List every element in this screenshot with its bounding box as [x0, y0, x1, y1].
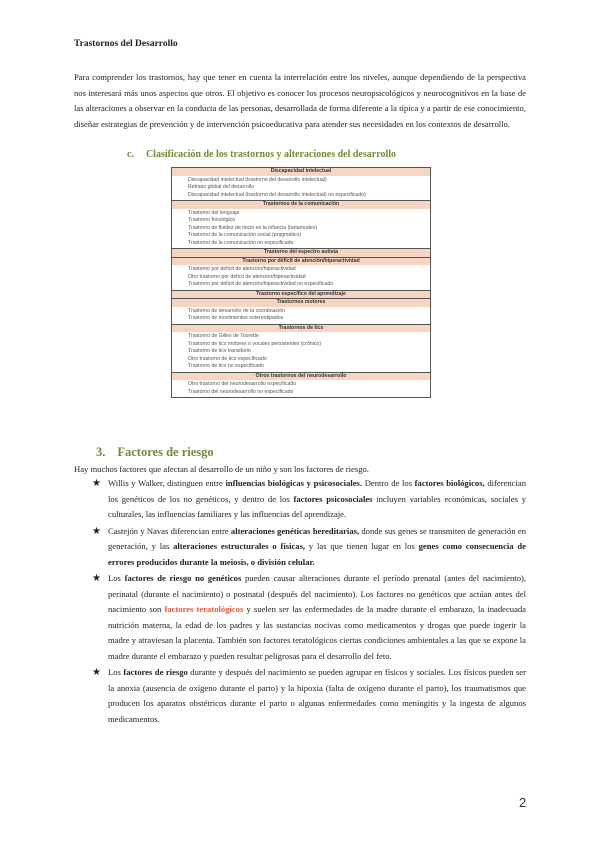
subsection-title: Clasificación de los trastornos y alteraciones del desarrollo	[145, 149, 397, 160]
table-item: • Trastorno de Gilles de Tourette	[188, 333, 430, 341]
table-group-header: Trastornos de tics	[172, 324, 430, 333]
text-run: diferencian los genéticos de los no genéticos, y dentro de los	[108, 478, 526, 504]
text-run: Los	[108, 573, 125, 583]
table-item: • Otro trastorno por déficit de atención/hiperactividad	[188, 274, 430, 282]
bold-term: factores de riesgo no genéticos	[124, 573, 242, 583]
page-number: 2	[519, 795, 527, 810]
table-group-list	[172, 265, 430, 290]
table-item: • Trastorno del neurodesarrollo no especificado	[188, 389, 430, 397]
list-item	[92, 476, 526, 523]
table-item: • Trastorno de tics no especificado	[188, 363, 430, 371]
lead-sentence: Hay muchos factores que afectan al desarrollo de un niño y son los factores de riesgo.	[74, 464, 369, 474]
bold-term: alteraciones estructurales o físicas,	[173, 541, 306, 551]
subsection-heading	[127, 149, 396, 160]
text-run: Willis y Walker, distinguen entre	[108, 478, 226, 488]
star-bullet-icon: ★	[92, 667, 101, 678]
text-run: incluyen variables económicas, sociales y culturales, las influencias familiares y las influencias del aprendizaje.	[108, 493, 526, 519]
table-item: • Trastorno del lenguaje	[188, 210, 430, 218]
table-group-list	[172, 332, 430, 372]
table-item: • Trastorno de desarrollo de la coordinación	[188, 308, 430, 316]
text-run: y suelen ser las enfermedades de la madre durante el embarazo, la inadecuada nutrición materna, la edad de los padres y las sustancias nocivas como medicamentos y drogas que puede ingerir la madre y atraviesan la placenta. También son factores teratológicos ciertas condiciones ambientales a las que se expone la madre durante el embarazo y pueden resultar peligrosas para el desarrollo del feto.	[108, 604, 526, 661]
table-item: • Discapacidad intelectual (trastorno del desarrollo intelectual) no especificado)	[188, 192, 430, 200]
table-item: • Trastorno por déficit de atención/hiperactividad no especificado	[188, 281, 430, 289]
table-group-header: Trastorno por déficit de atención/hiperactividad	[172, 257, 430, 266]
table-item: • Trastorno de fluidez de inicio en la infancia (tartamudeo)	[188, 225, 430, 233]
text-run: Dentro de los	[362, 478, 415, 488]
list-item	[92, 665, 526, 727]
table-item: • Trastorno de la comunicación no especificado	[188, 240, 430, 248]
list-item	[92, 571, 526, 664]
section-heading	[96, 445, 214, 460]
table-group-header: Trastorno específico del aprendizaje	[172, 290, 430, 299]
section-number: 3.	[96, 445, 106, 459]
text-run: pueden causar alteraciones durante el período prenatal (antes del nacimiento), perinatal (durante el nacimiento) o postnatal (después del nacimiento). Los factores no genéticos que actúan antes del nacimiento son	[108, 573, 527, 614]
intro-paragraph: Para comprender los trastornos, hay que tener en cuenta la interrelación entre los niveles, aunque dependiendo de la perspectiva nos interesará más unos aspectos que otros. El objetivo es conocer los procesos neuropsicológicos y neurocognitivos en la base de las alteraciones a observar en la conducta de las personas, desarrollada de forma diferente a la típica y a partir de ese conocimiento, diseñar estrategias de prevención y de intervención psicoeducativa para atender sus necesidades en los contextos de desarrollo.	[74, 72, 526, 129]
table-group-list	[172, 209, 430, 249]
table-group-header: Trastornos motores	[172, 298, 430, 307]
document-header: Trastornos del Desarrollo	[74, 39, 178, 49]
table-item: • Trastorno fonológico	[188, 217, 430, 225]
table-item: • Discapacidad intelectual (trastorno del desarrollo intelectual)	[188, 177, 430, 185]
bold-term: genes como consecuencia de errores producidos durante la meiosis, o división celular.	[108, 541, 526, 567]
table-group-header: Otros trastornos del neurodesarrollo	[172, 372, 430, 381]
list-item	[92, 524, 526, 571]
star-bullet-icon: ★	[92, 573, 101, 584]
text-run: Castejón y Navas diferencian entre	[108, 525, 231, 536]
bold-term: factores biológicos,	[414, 478, 485, 488]
table-item: • Trastorno por déficit de atención/hiperactividad	[188, 266, 430, 274]
text-run: donde sus genes se transmiten de generación en generación, y las	[108, 525, 526, 551]
table-item: • Retraso global del desarrollo	[188, 184, 430, 192]
risk-factor-list	[92, 476, 526, 728]
table-item: • Trastorno de tics transitorio	[188, 348, 430, 356]
star-bullet-icon: ★	[92, 525, 101, 537]
table-group-list	[172, 307, 430, 324]
highlighted-term: factores teratológicos	[164, 604, 244, 614]
table-item: • Otro trastorno de tics especificado	[188, 356, 430, 364]
text-run: y las que tienen lugar en los	[305, 541, 419, 551]
section-title: Factores de riesgo	[117, 445, 214, 459]
classification-table	[171, 167, 431, 398]
table-item: • Trastorno de la comunicación social (pragmático)	[188, 232, 430, 240]
bold-term: factores de riesgo	[123, 667, 188, 677]
text-run: durante y después del nacimiento se pueden agrupar en físicos y sociales. Los físicos pueden ser la anoxia (ausencia de oxígeno durante el parto) y la hipoxia (falta de oxígeno durante el parto), los traumatismos que producen los aparatos obstétricos durante el parto o algunas enfermedades como meningitis y la ingesta de algunos medicamentos.	[108, 667, 526, 724]
table-group-header: Trastornos de la comunicación	[172, 200, 430, 209]
table-group-list	[172, 380, 430, 397]
text-run: Los	[108, 667, 124, 677]
table-group-list	[172, 176, 430, 201]
table-item: • Trastorno de tics motores o vocales persistentes (crónico)	[188, 341, 430, 349]
table-item: • Otro trastorno del neurodesarrollo especificado	[188, 381, 430, 389]
bold-term: alteraciones genéticas hereditarias,	[230, 525, 360, 536]
star-bullet-icon: ★	[92, 478, 101, 489]
subsection-letter: c.	[127, 149, 134, 160]
table-group-header: Trastorno del espectro autista	[172, 248, 430, 257]
bold-term: factores psicosociales	[293, 493, 373, 504]
table-group-header: Discapacidad intelectual	[172, 168, 430, 176]
table-item: • Trastorno de movimientos estereotipados	[188, 315, 430, 323]
bold-term: influencias biológicas y psicosociales.	[225, 478, 363, 488]
